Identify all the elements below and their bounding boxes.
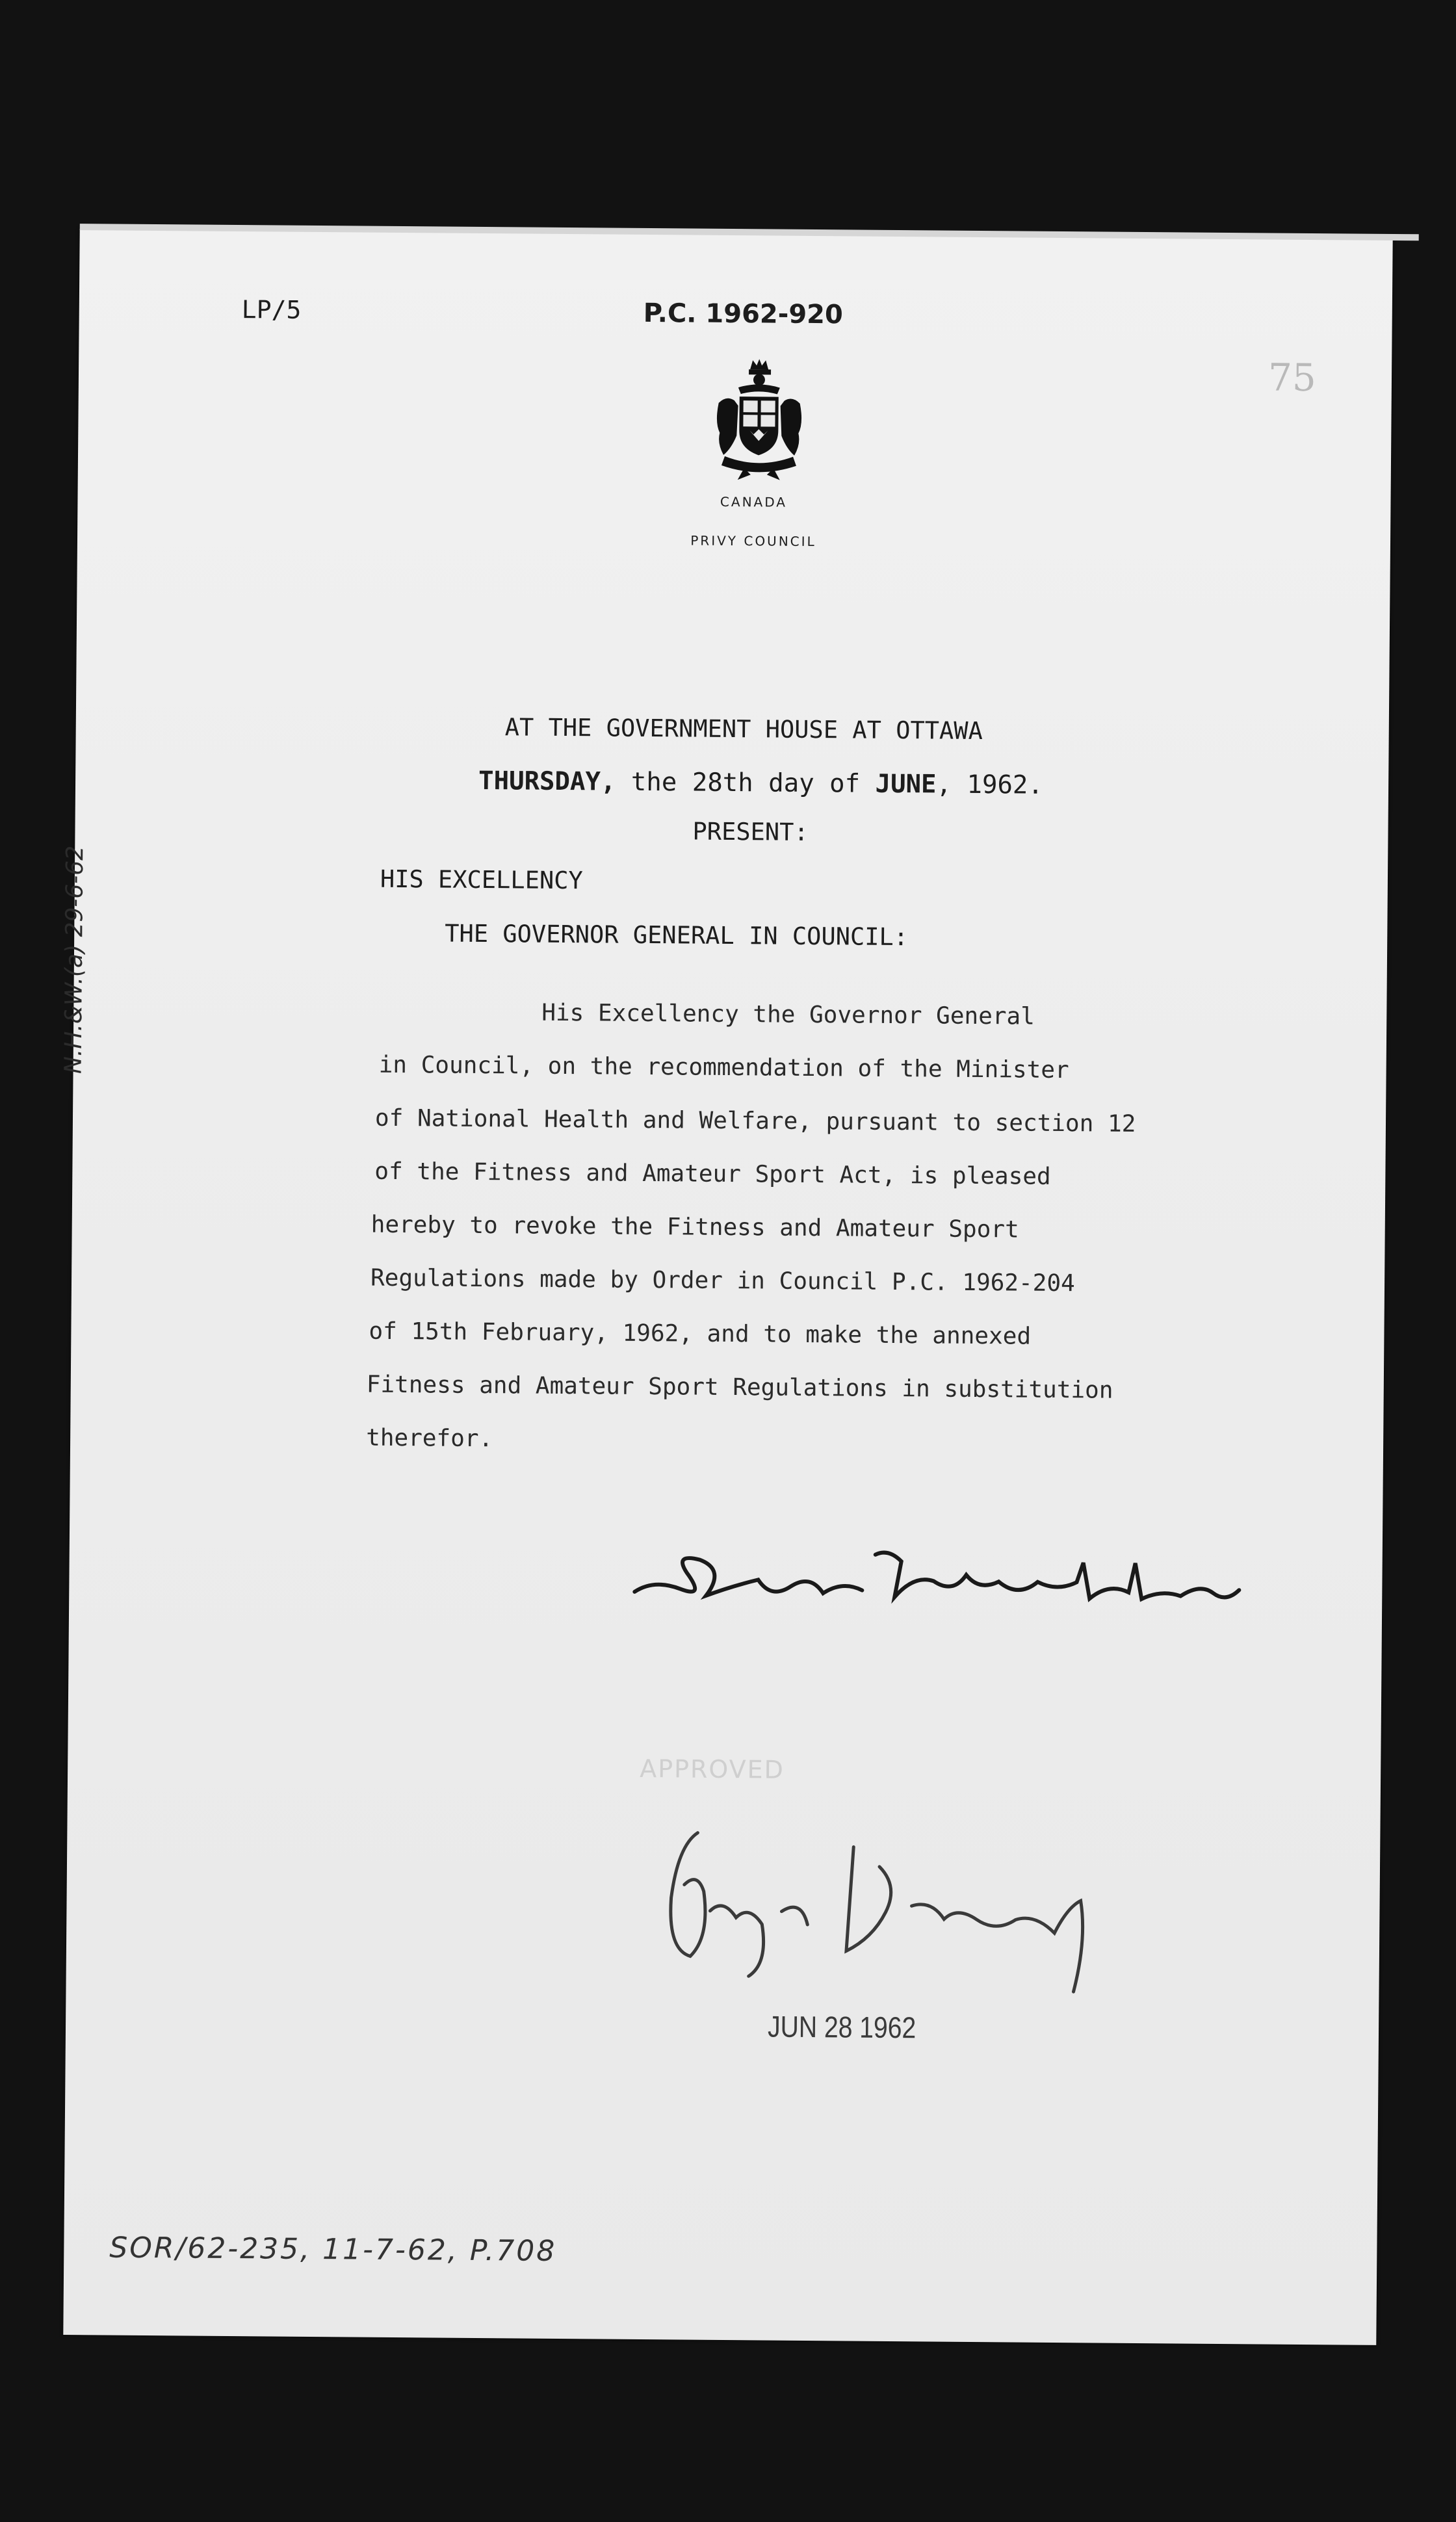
- approved-label: APPROVED: [640, 1754, 785, 1784]
- footer-registration-note: SOR/62-235, 11-7-62, P.708: [109, 2231, 557, 2268]
- excellency-line: HIS EXCELLENCY: [380, 864, 583, 895]
- body-line: Regulations made by Order in Council P.C. 1962-204: [370, 1264, 1075, 1297]
- date-middle: the 28th day of: [616, 767, 876, 799]
- body-line: hereby to revoke the Fitness and Amateur Sport: [370, 1211, 1019, 1243]
- body-line: of 15th February, 1962, and to make the annexed: [369, 1318, 1032, 1350]
- crest-country-label: CANADA: [720, 493, 788, 510]
- governor-general-signature: [638, 1806, 1146, 2005]
- coat-of-arms-icon: [712, 358, 807, 482]
- body-line: Fitness and Amateur Sport Regulations in substitution: [366, 1371, 1113, 1404]
- order-number: P.C. 1962-920: [643, 298, 844, 330]
- meeting-place: AT THE GOVERNMENT HOUSE AT OTTAWA: [504, 713, 983, 746]
- body-line: therefor.: [365, 1424, 493, 1453]
- approval-date-stamp: JUN 28 1962: [767, 2009, 916, 2045]
- present-heading: PRESENT:: [692, 817, 809, 846]
- body-line: in Council, on the recommendation of the Minister: [378, 1051, 1069, 1084]
- body-line: of National Health and Welfare, pursuant to section 12: [374, 1104, 1136, 1138]
- margin-annotation: N.H.&W.(a) 29-6-62: [60, 845, 89, 1074]
- file-reference: LP/5: [241, 295, 302, 324]
- date-month: JUNE: [875, 769, 937, 800]
- page-number: 75: [1268, 355, 1317, 400]
- meeting-date: [478, 766, 1043, 800]
- body-line: His Excellency the Governor General: [541, 999, 1035, 1030]
- date-weekday: THURSDAY,: [478, 766, 616, 797]
- clerk-signature: [628, 1533, 1253, 1630]
- order-in-council-page: [60, 229, 1392, 2345]
- crest-office-label: PRIVY COUNCIL: [690, 532, 816, 550]
- governor-general-line: THE GOVERNOR GENERAL IN COUNCIL:: [445, 919, 909, 952]
- body-line: of the Fitness and Amateur Sport Act, is pleased: [374, 1158, 1051, 1190]
- date-year: , 1962.: [936, 770, 1044, 800]
